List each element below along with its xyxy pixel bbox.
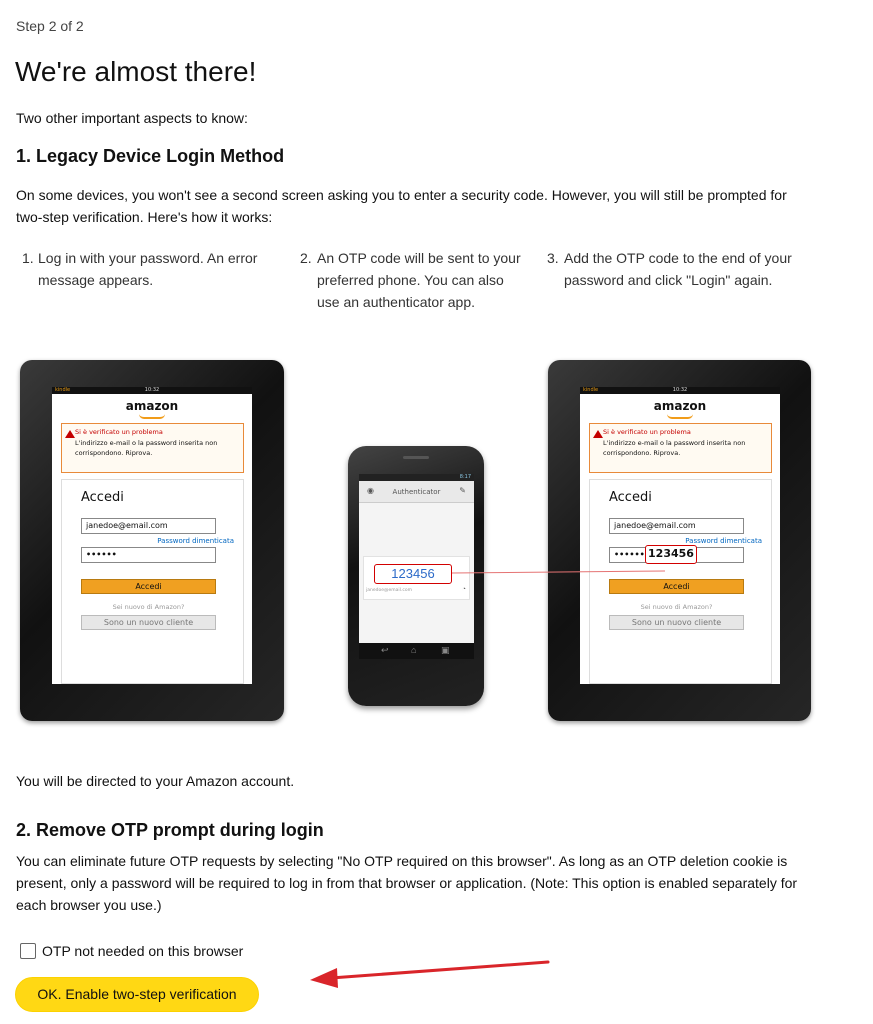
carrier-label: kindle [55,387,71,393]
status-bar [52,387,252,394]
amazon-logo-2: amazon [653,399,707,413]
otp-connector-line [450,555,670,585]
section1-description: On some devices, you won't see a second screen asking you to enter a security code. However, you will still be prompted for two-step verification. Here's how it works: [16,187,787,225]
carrier-label-2: kindle [583,387,599,393]
phone-status-bar [359,474,474,481]
step-2-text: An OTP code will be sent to your preferred phone. You can also use an authenticator app. [317,250,521,310]
new-customer-question-2: Sei nuovo di Amazon? [640,603,713,611]
signin-button: Accedi [81,579,216,594]
status-bar-2 [580,387,780,394]
step-1-number: 1. [22,250,34,266]
alert-message-2: L'indirizzo e-mail o la password inserita non corrispondono. Riprova. [603,439,746,457]
authenticator-title: Authenticator [392,488,441,496]
section1-heading: 1. Legacy Device Login Method [16,146,285,166]
otp-not-needed-label[interactable]: OTP not needed on this browser [42,943,244,959]
alert-message: L'indirizzo e-mail o la password inserita non corrispondono. Riprova. [75,439,218,457]
otp-code-display: 123456 [374,564,452,584]
step-1-text: Log in with your password. An error message appears. [38,250,258,288]
password-dots: •••••• [614,550,645,559]
warning-icon-2 [593,430,603,438]
step-3 [547,247,807,291]
intro-text: Two other important aspects to know: [16,110,248,126]
email-field-2: janedoe@email.com [609,518,744,534]
tablet-screen [52,387,252,684]
step-2-number: 2. [300,250,312,266]
forgot-password-link: Password dimenticata [157,537,234,545]
tablet-screen-2 [580,387,780,684]
result-text: You will be directed to your Amazon account. [16,773,295,789]
section2-heading: 2. Remove OTP prompt during login [16,820,324,840]
step-3-number: 3. [547,250,559,266]
amazon-logo: amazon [125,399,179,413]
edit-icon: ✎ [459,486,466,495]
back-icon: ↩ [381,645,389,655]
appended-otp-code: 123456 [645,545,697,564]
signin-form [61,479,244,684]
phone-time: 8:17 [459,474,471,480]
forgot-password-link-2: Password dimenticata [685,537,762,545]
error-alert-2 [589,423,772,473]
amazon-smile-icon [139,414,165,419]
new-customer-button: Sono un nuovo cliente [81,615,216,630]
warning-icon [65,430,75,438]
alert-title: Si è verificato un problema [75,428,163,436]
otp-not-needed-option[interactable] [20,943,243,959]
new-customer-question: Sei nuovo di Amazon? [112,603,185,611]
phone-nav-bar [359,643,474,659]
recent-apps-icon: ▣ [441,645,450,655]
phone-speaker [403,456,429,459]
error-alert [61,423,244,473]
email-field: janedoe@email.com [81,518,216,534]
alert-title-2: Si è verificato un problema [603,428,691,436]
app-icon: ◉ [367,486,374,495]
step-1 [22,247,272,291]
new-customer-button-2: Sono un nuovo cliente [609,615,744,630]
signin-heading-2: Accedi [609,490,652,505]
step-3-text: Add the OTP code to the end of your password and click "Login" again. [564,250,792,288]
signin-button-2: Accedi [609,579,744,594]
red-arrow-annotation [305,955,555,995]
signin-heading: Accedi [81,490,124,505]
authenticator-account: janedoe@email.com [366,588,412,593]
tablet-error-illustration [20,360,284,721]
tablet-otp-illustration [548,360,811,721]
section2-description: You can eliminate future OTP requests by selecting "No OTP required on this browser". As long as an OTP deletion cookie is present, only a password will be required to log in from that browser or application. (Note: This option is enabled separately for each browser you use.) [16,853,798,913]
otp-not-needed-checkbox[interactable] [20,943,36,959]
home-icon: ⌂ [411,645,417,655]
step-2 [300,247,525,313]
amazon-smile-icon-2 [667,414,693,419]
authenticator-header [359,481,474,503]
step-indicator: Step 2 of 2 [16,18,84,34]
page-title: We're almost there! [15,56,257,87]
timer-icon: ◔ [461,586,466,593]
clock-label-2: 10:32 [672,387,688,393]
clock-label: 10:32 [144,387,160,393]
enable-two-step-button[interactable]: OK. Enable two-step verification [15,977,259,1012]
password-field: •••••• [81,547,216,563]
